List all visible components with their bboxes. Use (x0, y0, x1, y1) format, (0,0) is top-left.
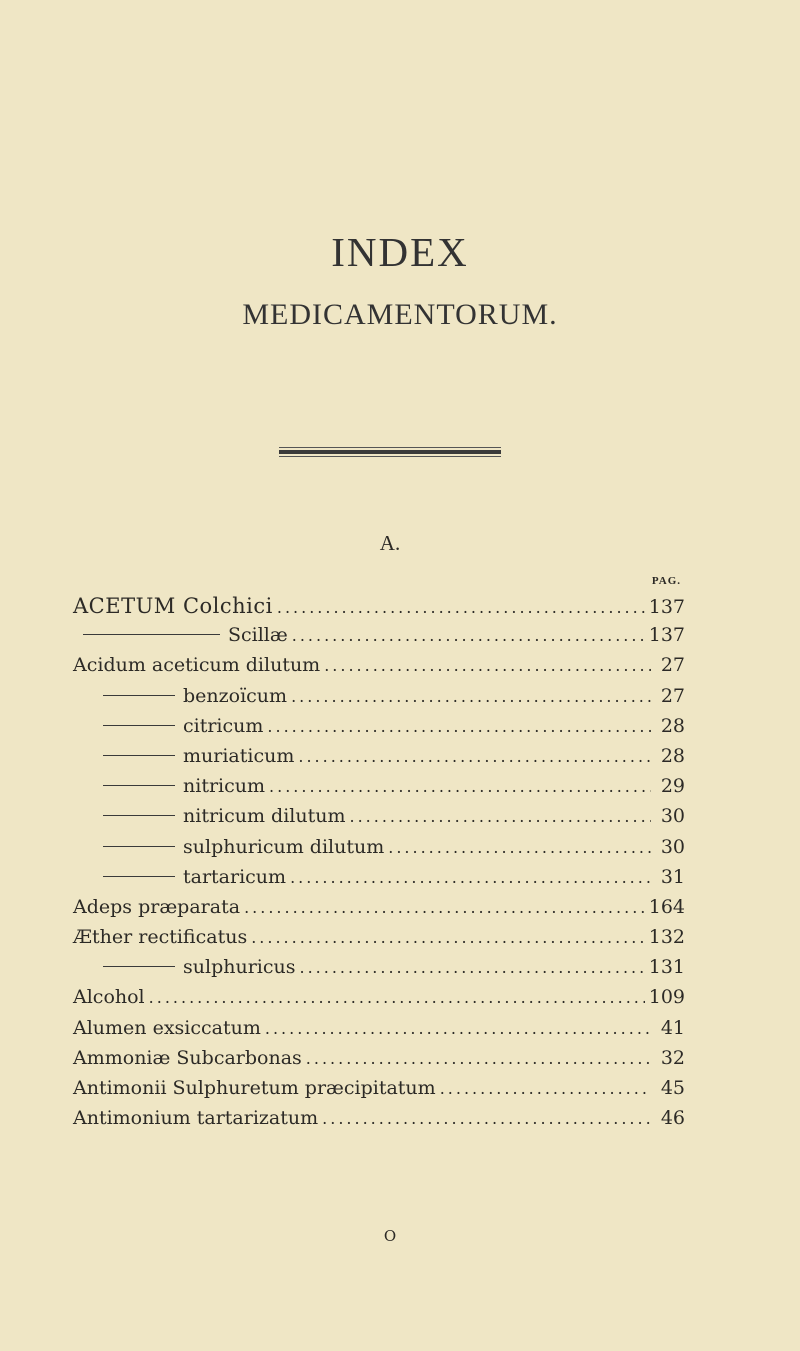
index-entry (73, 986, 685, 1016)
ditto-dash (103, 725, 175, 726)
index-entry (73, 745, 685, 775)
ditto-dash (103, 755, 175, 756)
entry-name: Alumen exsiccatum (73, 1016, 261, 1039)
dot-leader (267, 717, 651, 736)
index-entry (73, 1017, 685, 1047)
entry-page-number: 32 (660, 1046, 685, 1069)
dot-leader (300, 958, 645, 977)
index-entry (73, 775, 685, 805)
dot-leader (265, 1019, 651, 1038)
entry-page-number: 137 (648, 596, 685, 618)
dot-leader (277, 598, 645, 617)
dot-leader (388, 838, 651, 857)
index-entry (73, 1077, 685, 1107)
index-entry (73, 956, 685, 986)
entry-page-number: 131 (648, 956, 685, 979)
entry-name: Scillæ (228, 624, 288, 647)
dot-leader (324, 656, 651, 675)
entry-name: Antimonium tartarizatum (73, 1107, 319, 1130)
dot-leader (290, 868, 651, 887)
dot-leader (251, 928, 645, 947)
dot-leader (440, 1079, 651, 1098)
dot-leader (306, 1049, 651, 1068)
entry-page-number: 28 (660, 714, 685, 737)
dot-leader (349, 807, 651, 826)
entry-name: sulphuricum dilutum (183, 835, 385, 858)
entry-name: sulphuricus (183, 956, 296, 979)
entry-page-number: 109 (648, 986, 685, 1009)
index-title: INDEX (331, 229, 469, 275)
page-column-header: PAG. (651, 575, 681, 587)
entry-page-number: 132 (648, 926, 685, 949)
index-entry (73, 896, 685, 926)
entry-page-number: 137 (648, 624, 685, 647)
entry-name: Æther rectificatus (73, 926, 248, 949)
index-entry (73, 866, 685, 896)
entry-name: nitricum dilutum (183, 805, 346, 828)
ditto-dash (103, 846, 175, 847)
index-entry (73, 1107, 685, 1137)
entry-page-number: 27 (660, 684, 685, 707)
entry-page-number: 164 (648, 895, 685, 918)
ditto-dash (103, 876, 175, 877)
index-entry-list (73, 594, 685, 1137)
entry-page-number: 46 (660, 1107, 685, 1130)
dot-leader (291, 687, 651, 706)
ditto-dash (103, 785, 175, 786)
ditto-dash (83, 634, 220, 635)
dot-leader (149, 988, 645, 1007)
index-subtitle: MEDICAMENTORUM. (242, 298, 558, 331)
entry-name: Antimonii Sulphuretum præcipitatum (73, 1077, 436, 1099)
dot-leader (292, 626, 645, 645)
index-entry (73, 685, 685, 715)
ditto-dash (103, 695, 175, 696)
decorative-rule (279, 447, 501, 459)
entry-page-number: 27 (660, 654, 685, 677)
entry-name: benzoïcum (183, 684, 288, 707)
index-entry (73, 836, 685, 866)
entry-name: ACETUM Colchici (73, 594, 273, 618)
entry-name: nitricum (183, 775, 266, 798)
dot-leader (269, 777, 651, 796)
index-entry (73, 926, 685, 956)
entry-name: Alcohol (73, 986, 145, 1009)
entry-page-number: 29 (660, 775, 685, 798)
index-entry (73, 654, 685, 684)
entry-page-number: 30 (660, 805, 685, 828)
index-entry (73, 624, 685, 654)
ditto-dash (103, 815, 175, 816)
index-entry (73, 715, 685, 745)
section-letter: A. (379, 531, 401, 555)
index-entry (73, 805, 685, 835)
entry-page-number: 28 (660, 744, 685, 767)
entry-name: Ammoniæ Subcarbonas (73, 1046, 302, 1069)
entry-page-number: 30 (660, 835, 685, 858)
entry-name: muriaticum (183, 744, 295, 767)
index-entry (73, 1047, 685, 1077)
entry-name: Acidum aceticum dilutum (73, 654, 321, 677)
dot-leader (244, 898, 645, 917)
index-entry (73, 594, 685, 624)
entry-page-number: 41 (660, 1016, 685, 1039)
entry-name: Adeps præparata (73, 895, 241, 918)
folio-signature: O (383, 1227, 397, 1245)
entry-name: citricum (183, 714, 264, 737)
entry-name: tartaricum (183, 865, 287, 888)
entry-page-number: 45 (660, 1077, 685, 1099)
entry-page-number: 31 (660, 865, 685, 888)
ditto-dash (103, 966, 175, 967)
dot-leader (298, 747, 651, 766)
dot-leader (322, 1109, 651, 1128)
